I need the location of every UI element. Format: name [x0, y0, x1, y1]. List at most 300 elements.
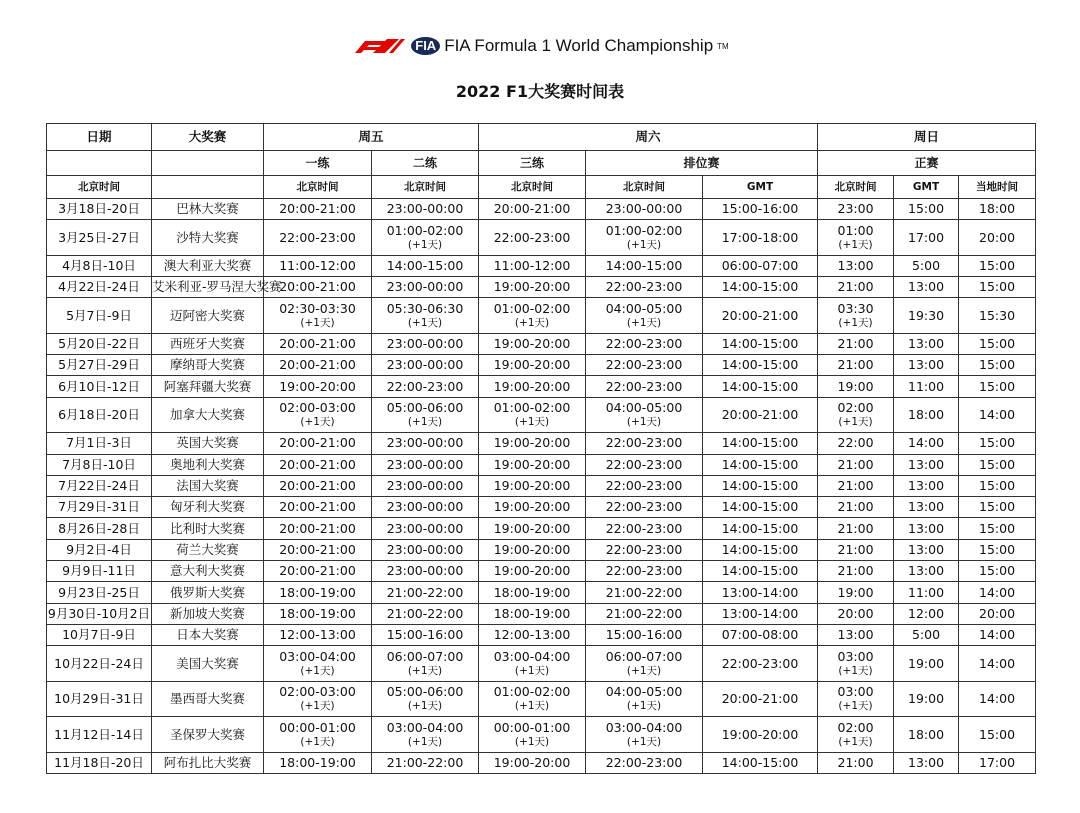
cell-fp1: [264, 681, 372, 717]
cell-race-bj-value: 03:00: [837, 684, 874, 699]
cell-race-bj: [818, 376, 894, 397]
cell-grand-prix: [152, 561, 264, 582]
cell-race-bj: [818, 497, 894, 518]
header-gp: 大奖赛: [152, 124, 264, 151]
cell-quali-bj-value: 22:00-23:00: [605, 754, 683, 770]
cell-fp1-value: 20:00-21:00: [279, 541, 356, 557]
cell-fp2-value: 23:00-00:00: [386, 357, 464, 373]
cell-grand-prix: [152, 355, 264, 376]
cell-race-gmt: [894, 220, 959, 256]
cell-fp3-next-day-note: (+1天): [514, 735, 550, 748]
cell-quali-bj: [586, 717, 703, 753]
cell-race-gmt: [894, 255, 959, 276]
cell-date: [47, 298, 152, 334]
cell-quali-gmt: [703, 397, 818, 433]
cell-fp2: [372, 397, 479, 433]
cell-grand-prix-value: 阿塞拜疆大奖赛: [163, 378, 252, 394]
cell-grand-prix-value: 日本大奖赛: [176, 627, 239, 643]
cell-fp3: [479, 255, 586, 276]
header-tz-quali-bj: 北京时间: [586, 176, 703, 199]
cell-quali-bj: [586, 752, 703, 773]
cell-race-gmt: [894, 277, 959, 298]
cell-fp2-value: 23:00-00:00: [386, 541, 464, 557]
cell-fp2: [372, 624, 479, 645]
cell-fp2-value: 05:00-06:00: [386, 684, 464, 699]
header-empty: [152, 151, 264, 176]
cell-race-gmt: [894, 752, 959, 773]
cell-fp3: [479, 582, 586, 603]
cell-quali-gmt-value: 14:00-15:00: [721, 357, 799, 373]
cell-grand-prix: [152, 220, 264, 256]
cell-fp2-next-day-note: (+1天): [407, 664, 443, 677]
cell-fp3-value: 19:00-20:00: [493, 520, 571, 536]
cell-race-gmt-value: 18:00: [908, 407, 945, 423]
cell-date: [47, 497, 152, 518]
cell-race-gmt-value: 5:00: [911, 627, 941, 643]
cell-quali-bj-value: 21:00-22:00: [605, 605, 683, 621]
cell-fp2-value: 21:00-22:00: [386, 754, 464, 770]
cell-race-bj-value: 13:00: [837, 257, 874, 273]
header-empty: [47, 151, 152, 176]
cell-race-bj: [818, 717, 894, 753]
table-row: [47, 397, 1036, 433]
cell-date: [47, 646, 152, 682]
cell-grand-prix-value: 英国大奖赛: [176, 435, 239, 451]
cell-race-local: [959, 333, 1036, 354]
cell-race-gmt-value: 11:00: [908, 584, 945, 600]
cell-race-bj: [818, 277, 894, 298]
cell-race-local-value: 14:00: [979, 584, 1016, 600]
cell-quali-bj-value: 22:00-23:00: [605, 378, 683, 394]
cell-fp3: [479, 539, 586, 560]
cell-quali-gmt-value: 06:00-07:00: [721, 257, 799, 273]
cell-fp2: [372, 497, 479, 518]
cell-race-gmt: [894, 624, 959, 645]
cell-quali-gmt-value: 14:00-15:00: [721, 541, 799, 557]
cell-fp3: [479, 717, 586, 753]
cell-quali-bj-value: 06:00-07:00: [605, 648, 683, 664]
cell-race-local: [959, 539, 1036, 560]
cell-fp3: [479, 277, 586, 298]
cell-grand-prix: [152, 539, 264, 560]
cell-fp2: [372, 376, 479, 397]
cell-race-gmt-value: 13:00: [908, 478, 945, 494]
cell-date: [47, 397, 152, 433]
cell-race-bj-value: 23:00: [837, 201, 874, 217]
cell-quali-bj-value: 22:00-23:00: [605, 499, 683, 515]
table-row: [47, 624, 1036, 645]
cell-fp3-value: 19:00-20:00: [493, 541, 571, 557]
cell-fp3-value: 19:00-20:00: [493, 478, 571, 494]
cell-quali-bj-next-day-note: (+1天): [626, 238, 662, 251]
table-row: [47, 603, 1036, 624]
cell-fp1-value: 20:00-21:00: [279, 279, 356, 295]
cell-quali-gmt: [703, 277, 818, 298]
cell-race-bj-next-day-note: (+1天): [838, 735, 873, 748]
table-row: [47, 355, 1036, 376]
cell-race-bj-value: 21:00: [837, 520, 874, 536]
cell-race-gmt-value: 13:00: [908, 357, 945, 373]
cell-quali-gmt: [703, 255, 818, 276]
cell-quali-bj-value: 04:00-05:00: [605, 684, 683, 699]
cell-quali-gmt-value: 07:00-08:00: [721, 627, 799, 643]
cell-grand-prix-value: 荷兰大奖赛: [176, 541, 239, 557]
header-tz-date: 北京时间: [47, 176, 152, 199]
cell-quali-bj-value: 03:00-04:00: [605, 719, 683, 735]
cell-quali-gmt-value: 17:00-18:00: [721, 229, 799, 245]
cell-quali-gmt: [703, 454, 818, 475]
cell-fp1-next-day-note: (+1天): [300, 316, 335, 329]
cell-race-local-value: 15:00: [979, 541, 1016, 557]
cell-grand-prix-value: 艾米利亚-罗马涅大奖赛: [152, 279, 282, 295]
cell-fp3-value: 19:00-20:00: [493, 279, 571, 295]
cell-race-bj-next-day-note: (+1天): [838, 700, 873, 712]
cell-quali-bj: [586, 397, 703, 433]
cell-quali-bj-value: 22:00-23:00: [605, 357, 683, 373]
cell-fp3-value: 03:00-04:00: [493, 648, 571, 664]
header-qualifying: 排位赛: [586, 151, 818, 176]
cell-quali-gmt: [703, 497, 818, 518]
cell-race-bj-value: 19:00: [837, 378, 874, 394]
cell-date-value: 4月8日-10日: [62, 257, 136, 273]
cell-date: [47, 433, 152, 454]
header-sunday: 周日: [818, 124, 1036, 151]
cell-date-value: 9月30日-10月2日: [47, 605, 151, 621]
cell-fp1: [264, 433, 372, 454]
cell-race-local-value: 15:00: [979, 279, 1016, 295]
cell-race-bj-value: 20:00: [837, 605, 874, 621]
cell-date: [47, 603, 152, 624]
cell-date-value: 7月22日-24日: [58, 478, 140, 494]
table-row: [47, 539, 1036, 560]
header-fp1: 一练: [264, 151, 372, 176]
table-row: [47, 561, 1036, 582]
cell-quali-bj-value: 14:00-15:00: [605, 257, 683, 273]
cell-race-local-value: 15:00: [979, 520, 1016, 536]
cell-quali-gmt: [703, 561, 818, 582]
header-tz-fp1: 北京时间: [264, 176, 372, 199]
cell-race-gmt: [894, 333, 959, 354]
cell-race-local-value: 18:00: [979, 201, 1016, 217]
cell-quali-gmt-value: 14:00-15:00: [721, 435, 799, 451]
cell-grand-prix: [152, 397, 264, 433]
cell-fp3: [479, 752, 586, 773]
table-row: [47, 717, 1036, 753]
cell-fp1: [264, 539, 372, 560]
cell-race-bj: [818, 518, 894, 539]
cell-fp1-value: 18:00-19:00: [279, 584, 356, 600]
cell-race-local-value: 15:00: [979, 357, 1016, 373]
cell-quali-bj-next-day-note: (+1天): [626, 735, 662, 748]
cell-date-value: 7月8日-10日: [62, 456, 136, 472]
cell-race-bj-value: 02:00: [837, 719, 874, 735]
cell-fp3-value: 20:00-21:00: [493, 201, 571, 217]
cell-race-bj: [818, 752, 894, 773]
cell-race-bj-next-day-note: (+1天): [838, 664, 873, 677]
cell-fp2: [372, 681, 479, 717]
cell-date: [47, 518, 152, 539]
cell-race-gmt: [894, 646, 959, 682]
cell-race-bj-value: 13:00: [837, 627, 874, 643]
cell-quali-gmt-value: 14:00-15:00: [721, 520, 799, 536]
cell-fp2: [372, 454, 479, 475]
cell-date-value: 5月20日-22日: [58, 336, 140, 352]
cell-race-local: [959, 681, 1036, 717]
cell-date: [47, 277, 152, 298]
cell-grand-prix-value: 澳大利亚大奖赛: [163, 257, 252, 273]
cell-race-bj: [818, 355, 894, 376]
cell-fp3-next-day-note: (+1天): [514, 664, 550, 677]
cell-race-bj-value: 21:00: [837, 478, 874, 494]
cell-fp2: [372, 475, 479, 496]
cell-fp3-next-day-note: (+1天): [514, 316, 550, 329]
cell-fp3-value: 19:00-20:00: [493, 357, 571, 373]
cell-race-bj: [818, 475, 894, 496]
cell-quali-bj-value: 22:00-23:00: [605, 435, 683, 451]
table-row: [47, 582, 1036, 603]
cell-quali-gmt-value: 14:00-15:00: [721, 456, 799, 472]
cell-race-bj: [818, 582, 894, 603]
cell-fp2-value: 05:00-06:00: [386, 400, 464, 416]
cell-fp3: [479, 298, 586, 334]
cell-fp3: [479, 603, 586, 624]
cell-fp1: [264, 497, 372, 518]
cell-date: [47, 582, 152, 603]
cell-race-bj: [818, 255, 894, 276]
cell-quali-gmt: [703, 681, 818, 717]
cell-race-bj-value: 21:00: [837, 279, 874, 295]
cell-race-gmt-value: 5:00: [911, 257, 941, 273]
cell-fp2-next-day-note: (+1天): [407, 238, 443, 251]
cell-fp1-value: 11:00-12:00: [279, 257, 356, 273]
cell-fp2: [372, 539, 479, 560]
cell-race-bj: [818, 454, 894, 475]
table-row: [47, 752, 1036, 773]
cell-race-bj: [818, 397, 894, 433]
cell-race-gmt-value: 13:00: [908, 541, 945, 557]
cell-fp1-value: 20:00-21:00: [279, 435, 356, 451]
cell-grand-prix: [152, 277, 282, 298]
cell-fp2-value: 23:00-00:00: [386, 336, 464, 352]
cell-fp3-value: 19:00-20:00: [493, 456, 571, 472]
page-title: 2022 F1大奖赛时间表: [455, 82, 625, 101]
cell-fp2-value: 23:00-00:00: [386, 499, 464, 515]
cell-race-local-value: 15:00: [979, 499, 1016, 515]
cell-race-bj: [818, 561, 894, 582]
cell-fp1: [264, 355, 372, 376]
cell-fp2-value: 23:00-00:00: [386, 563, 464, 579]
cell-fp1-value: 02:00-03:00: [279, 400, 356, 416]
cell-race-bj-next-day-note: (+1天): [838, 316, 873, 329]
cell-fp3-value: 19:00-20:00: [493, 754, 571, 770]
cell-fp3-value: 01:00-02:00: [493, 300, 571, 316]
cell-race-gmt-value: 13:00: [908, 499, 945, 515]
cell-fp3: [479, 624, 586, 645]
cell-quali-gmt: [703, 582, 818, 603]
cell-race-local-value: 14:00: [979, 627, 1016, 643]
cell-race-local: [959, 255, 1036, 276]
cell-fp1-value: 22:00-23:00: [279, 229, 356, 245]
cell-fp1-value: 00:00-01:00: [279, 719, 356, 735]
cell-fp1-value: 20:00-21:00: [279, 520, 356, 536]
cell-race-local-value: 15:30: [979, 307, 1016, 323]
cell-fp3: [479, 333, 586, 354]
cell-fp1: [264, 475, 372, 496]
cell-date: [47, 717, 152, 753]
cell-race-local-value: 15:00: [979, 478, 1016, 494]
cell-fp3-value: 01:00-02:00: [493, 400, 571, 416]
cell-race-local-value: 20:00: [979, 605, 1016, 621]
cell-fp3: [479, 497, 586, 518]
cell-quali-gmt: [703, 376, 818, 397]
cell-date-value: 3月18日-20日: [58, 201, 140, 217]
cell-date-value: 6月10日-12日: [58, 378, 140, 394]
cell-fp2: [372, 582, 479, 603]
cell-fp2-value: 15:00-16:00: [386, 627, 464, 643]
header-tz-quali-gmt: GMT: [703, 176, 818, 199]
cell-race-local-value: 15:00: [979, 435, 1016, 451]
cell-fp2-value: 23:00-00:00: [386, 435, 464, 451]
cell-quali-bj-value: 04:00-05:00: [605, 400, 683, 416]
header-tz-fp3: 北京时间: [479, 176, 586, 199]
cell-quali-bj: [586, 454, 703, 475]
cell-race-bj-value: 03:00: [837, 648, 874, 664]
cell-fp2-next-day-note: (+1天): [407, 735, 443, 748]
cell-fp3-value: 19:00-20:00: [493, 563, 571, 579]
cell-date-value: 4月22日-24日: [58, 279, 140, 295]
header-fp2: 二练: [372, 151, 479, 176]
cell-quali-gmt-value: 22:00-23:00: [721, 655, 799, 671]
cell-quali-bj: [586, 433, 703, 454]
cell-quali-bj-value: 22:00-23:00: [605, 456, 683, 472]
cell-race-bj-next-day-note: (+1天): [838, 416, 873, 429]
header-tz-fp2: 北京时间: [372, 176, 479, 199]
cell-fp2: [372, 199, 479, 220]
cell-grand-prix-value: 圣保罗大奖赛: [169, 726, 245, 742]
cell-fp2: [372, 220, 479, 256]
cell-race-bj-value: 22:00: [837, 435, 874, 451]
table-row: [47, 433, 1036, 454]
cell-quali-gmt-value: 15:00-16:00: [721, 201, 799, 217]
cell-quali-gmt-value: 20:00-21:00: [721, 691, 799, 706]
cell-fp1-value: 03:00-04:00: [279, 648, 356, 664]
cell-race-gmt-value: 13:00: [908, 563, 945, 579]
cell-date: [47, 681, 152, 717]
cell-race-gmt: [894, 475, 959, 496]
cell-race-local: [959, 220, 1036, 256]
cell-fp1-value: 19:00-20:00: [279, 378, 356, 394]
cell-date-value: 10月29日-31日: [54, 691, 144, 706]
cell-race-local-value: 17:00: [979, 754, 1016, 770]
cell-grand-prix: [152, 255, 264, 276]
cell-race-local: [959, 433, 1036, 454]
cell-fp1-value: 20:00-21:00: [279, 478, 356, 494]
cell-race-bj: [818, 433, 894, 454]
cell-race-local-value: 15:00: [979, 726, 1016, 742]
cell-fp1: [264, 199, 372, 220]
cell-race-gmt: [894, 582, 959, 603]
cell-grand-prix-value: 墨西哥大奖赛: [169, 691, 245, 706]
cell-race-gmt-value: 17:00: [908, 229, 945, 245]
cell-race-local: [959, 518, 1036, 539]
cell-quali-gmt: [703, 717, 818, 753]
cell-quali-bj-value: 22:00-23:00: [605, 563, 683, 579]
cell-race-bj-value: 21:00: [837, 357, 874, 373]
cell-date-value: 8月26日-28日: [58, 520, 140, 536]
table-row: [47, 333, 1036, 354]
cell-date-value: 9月2日-4日: [66, 541, 132, 557]
cell-grand-prix-value: 美国大奖赛: [176, 655, 239, 671]
cell-quali-gmt-value: 13:00-14:00: [721, 584, 799, 600]
cell-race-bj-value: 21:00: [837, 754, 874, 770]
cell-fp3-value: 19:00-20:00: [493, 378, 571, 394]
cell-race-gmt-value: 15:00: [908, 201, 945, 217]
cell-date-value: 11月18日-20日: [54, 754, 144, 770]
cell-date-value: 6月18日-20日: [58, 407, 140, 423]
cell-date-value: 9月23日-25日: [58, 584, 140, 600]
cell-grand-prix-value: 法国大奖赛: [176, 478, 239, 494]
cell-quali-gmt-value: 14:00-15:00: [721, 279, 799, 295]
cell-race-gmt: [894, 433, 959, 454]
cell-grand-prix: [152, 681, 264, 717]
cell-fp3: [479, 646, 586, 682]
cell-race-gmt-value: 11:00: [908, 378, 945, 394]
cell-race-local: [959, 355, 1036, 376]
cell-race-local-value: 15:00: [979, 257, 1016, 273]
cell-grand-prix: [152, 717, 264, 753]
cell-fp3: [479, 433, 586, 454]
cell-grand-prix: [152, 433, 264, 454]
cell-grand-prix-value: 奥地利大奖赛: [169, 456, 245, 472]
cell-date: [47, 333, 152, 354]
cell-race-gmt: [894, 518, 959, 539]
cell-quali-bj: [586, 277, 703, 298]
cell-race-gmt: [894, 199, 959, 220]
cell-race-local-value: 14:00: [979, 655, 1016, 671]
cell-fp3-value: 19:00-20:00: [493, 435, 571, 451]
header-tz-race-bj: 北京时间: [818, 176, 894, 199]
cell-race-bj-next-day-note: (+1天): [838, 238, 873, 251]
cell-quali-bj: [586, 355, 703, 376]
cell-race-gmt-value: 19:30: [908, 307, 945, 323]
cell-quali-gmt: [703, 298, 818, 334]
cell-fp1: [264, 646, 372, 682]
cell-quali-bj-value: 21:00-22:00: [605, 584, 683, 600]
table-row: [47, 277, 1036, 298]
cell-fp1: [264, 298, 372, 334]
cell-grand-prix-value: 摩纳哥大奖赛: [169, 357, 245, 373]
cell-race-bj-value: 21:00: [837, 336, 874, 352]
fia-badge-icon: FIA: [411, 37, 440, 55]
table-row: [47, 681, 1036, 717]
cell-fp2-value: 23:00-00:00: [386, 520, 464, 536]
cell-quali-bj: [586, 561, 703, 582]
header-friday: 周五: [264, 124, 479, 151]
cell-fp2-next-day-note: (+1天): [407, 700, 443, 712]
cell-grand-prix: [152, 603, 264, 624]
cell-race-bj-value: 19:00: [837, 584, 874, 600]
cell-race-gmt: [894, 397, 959, 433]
cell-fp2: [372, 298, 479, 334]
cell-fp3-value: 19:00-20:00: [493, 336, 571, 352]
cell-fp1-value: 20:00-21:00: [279, 336, 356, 352]
cell-quali-bj-value: 01:00-02:00: [605, 222, 683, 238]
cell-quali-bj-value: 22:00-23:00: [605, 336, 683, 352]
cell-race-gmt-value: 13:00: [908, 754, 945, 770]
cell-fp1: [264, 277, 372, 298]
cell-race-gmt: [894, 539, 959, 560]
cell-grand-prix-value: 意大利大奖赛: [169, 563, 245, 579]
